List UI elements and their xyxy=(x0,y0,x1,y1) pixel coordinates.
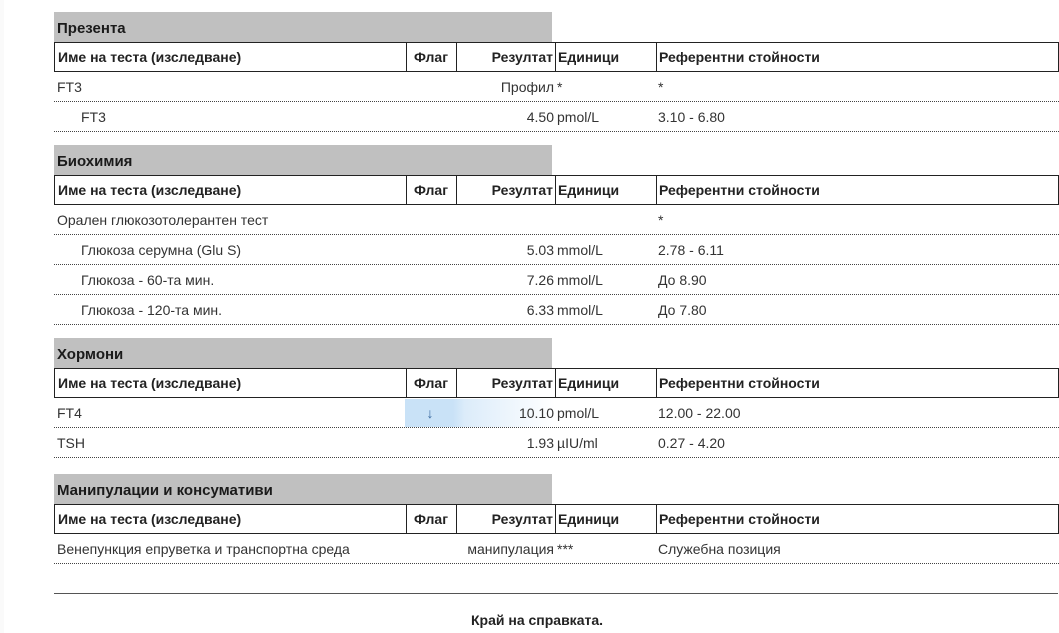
test-reference: До 8.90 xyxy=(658,272,707,288)
test-result: 4.50 xyxy=(526,109,554,125)
header-reference: Референтни стойности xyxy=(659,511,820,527)
table-row xyxy=(54,72,1059,102)
header-flag: Флаг xyxy=(413,375,449,391)
header-result: Резултат xyxy=(491,511,553,527)
footer-divider xyxy=(54,593,1058,594)
test-units: pmol/L xyxy=(557,405,600,421)
test-units: mmol/L xyxy=(557,302,603,318)
test-name: FT3 xyxy=(57,79,82,95)
test-result: 5.03 xyxy=(526,242,554,258)
header-units: Единици xyxy=(558,511,620,527)
test-reference: Служебна позиция xyxy=(658,541,781,557)
test-reference: * xyxy=(658,212,664,228)
test-result: манипулация xyxy=(467,541,554,557)
test-name: FT3 xyxy=(81,109,106,125)
section-presenta xyxy=(54,12,1059,132)
test-reference: 2.78 - 6.11 xyxy=(658,242,724,258)
section-title: Манипулации и консумативи xyxy=(54,474,552,504)
table-header xyxy=(54,175,1059,205)
test-reference: * xyxy=(658,79,664,95)
report-page xyxy=(4,0,1059,633)
test-result: 10.10 xyxy=(518,405,554,421)
test-name: Глюкоза - 60-та мин. xyxy=(81,272,215,288)
header-name: Име на теста (изследване) xyxy=(58,182,242,198)
header-flag: Флаг xyxy=(413,511,449,527)
section-manipulations xyxy=(54,474,1059,564)
table-row xyxy=(54,235,1059,265)
test-units: mmol/L xyxy=(557,242,603,258)
test-reference: До 7.80 xyxy=(658,302,707,318)
test-result: Профил xyxy=(500,79,554,95)
table-row xyxy=(54,205,1059,235)
test-name: Глюкоза серумна (Glu S) xyxy=(81,242,242,258)
header-flag: Флаг xyxy=(413,49,449,65)
header-name: Име на теста (изследване) xyxy=(58,511,242,527)
header-units: Единици xyxy=(558,49,620,65)
test-units: * xyxy=(557,79,563,95)
header-reference: Референтни стойности xyxy=(659,182,820,198)
table-row xyxy=(54,534,1059,564)
table-row xyxy=(54,102,1059,132)
test-name: TSH xyxy=(57,435,85,451)
header-reference: Референтни стойности xyxy=(659,375,820,391)
header-flag: Флаг xyxy=(413,182,449,198)
down-arrow-icon: ↓ xyxy=(426,405,434,421)
test-units: mmol/L xyxy=(557,272,603,288)
section-title: Презента xyxy=(54,12,552,42)
test-units: pmol/L xyxy=(557,109,600,125)
section-hormones xyxy=(54,338,1059,458)
test-name: Орален глюкозотолерантен тест xyxy=(57,212,269,228)
header-units: Единици xyxy=(558,182,620,198)
header-name: Име на теста (изследване) xyxy=(58,49,242,65)
test-name: FT4 xyxy=(57,405,82,421)
test-reference: 3.10 - 6.80 xyxy=(658,109,725,125)
table-header xyxy=(54,368,1059,398)
test-name: Венепункция епруветка и транспортна среда xyxy=(57,541,350,557)
section-title: Биохимия xyxy=(54,145,552,175)
section-title: Хормони xyxy=(54,338,552,368)
header-result: Резултат xyxy=(491,49,553,65)
test-result: 1.93 xyxy=(526,435,554,451)
header-result: Резултат xyxy=(491,182,553,198)
table-row xyxy=(54,398,1059,428)
header-units: Единици xyxy=(558,375,620,391)
table-row xyxy=(54,265,1059,295)
table-row xyxy=(54,295,1059,325)
test-result: 7.26 xyxy=(526,272,554,288)
table-header xyxy=(54,42,1059,72)
test-units: *** xyxy=(557,541,574,557)
header-result: Резултат xyxy=(491,375,553,391)
header-reference: Референтни стойности xyxy=(659,49,820,65)
test-result: 6.33 xyxy=(526,302,554,318)
table-header xyxy=(54,504,1059,534)
test-reference: 0.27 - 4.20 xyxy=(658,435,725,451)
test-name: Глюкоза - 120-та мин. xyxy=(81,302,223,318)
header-name: Име на теста (изследване) xyxy=(58,375,242,391)
end-of-report-text: Край на справката. xyxy=(470,612,604,628)
table-row xyxy=(54,428,1059,458)
test-units: µIU/ml xyxy=(557,435,598,451)
test-reference: 12.00 - 22.00 xyxy=(658,405,741,421)
section-biochemistry xyxy=(54,145,1059,325)
